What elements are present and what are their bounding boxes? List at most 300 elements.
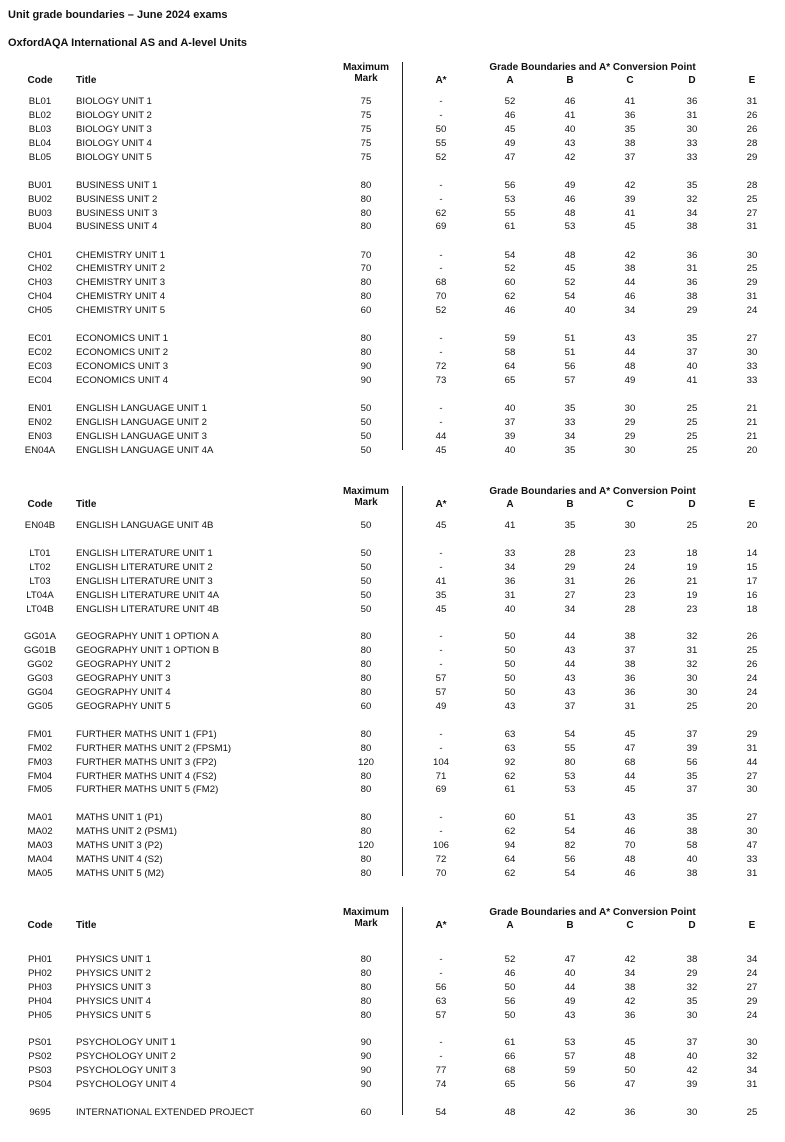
- table-cell-title: MATHS UNIT 5 (M2): [76, 867, 165, 879]
- table-cell-title: ECONOMICS UNIT 4: [76, 374, 169, 386]
- table-cell-max-mark: 80: [360, 193, 372, 205]
- table-cell-grade-b: 46: [564, 96, 576, 107]
- table-cell-grade-a: 40: [504, 603, 516, 615]
- table-cell-grade-b: 47: [564, 954, 576, 965]
- table-cell-title: CHEMISTRY UNIT 2: [76, 263, 166, 275]
- table-cell-grade-b: 53: [564, 1037, 576, 1049]
- table-cell-grade-a: 60: [504, 277, 516, 289]
- table-cell-grade-e: 25: [746, 193, 758, 205]
- table-cell-grade-b: 43: [564, 645, 576, 657]
- table-cell-grade-c: 48: [624, 1051, 636, 1063]
- table-cell-grade-c: 44: [624, 277, 636, 289]
- table-cell-grade-c: 47: [624, 1078, 636, 1090]
- table-cell-grade-c: 41: [624, 207, 636, 219]
- table-cell-grade-a: 53: [504, 193, 516, 205]
- table-cell-code: GG03: [27, 673, 53, 685]
- table-cell-max-mark: 75: [360, 96, 372, 107]
- table-cell-a-star: 50: [435, 123, 447, 135]
- table-cell-grade-c: 68: [624, 756, 636, 768]
- table-cell-code: CH01: [27, 249, 53, 261]
- max-mark-header: Mark: [354, 497, 378, 508]
- table-cell-grade-b: 56: [564, 1078, 576, 1090]
- table-cell-a-star: -: [439, 812, 443, 824]
- table-cell-grade-a: 63: [504, 728, 516, 740]
- table-cell-a-star: -: [439, 967, 443, 979]
- table-cell-grade-e: 28: [746, 179, 758, 191]
- table-cell-grade-a: 59: [504, 333, 516, 345]
- table-cell-code: CH04: [27, 291, 53, 303]
- table-cell-grade-c: 42: [624, 995, 636, 1007]
- table-cell-title: PHYSICS UNIT 5: [76, 1009, 151, 1021]
- table-cell-grade-b: 29: [564, 561, 576, 573]
- table-cell-grade-e: 25: [746, 1106, 758, 1118]
- table-cell-grade-a: 33: [504, 547, 516, 559]
- table-cell-max-mark: 80: [360, 954, 372, 965]
- table-cell-grade-d: 31: [686, 263, 698, 275]
- table-cell-max-mark: 50: [360, 430, 372, 442]
- grade-boundaries-header: Grade Boundaries and A* Conversion Point: [489, 62, 696, 73]
- table-cell-code: EN01: [28, 403, 52, 414]
- table-cell-grade-e: 26: [746, 631, 758, 643]
- table-cell-a-star: 71: [435, 770, 447, 782]
- table-cell-max-mark: 75: [360, 151, 372, 163]
- table-cell-grade-a: 52: [504, 96, 516, 107]
- table-cell-a-star: -: [439, 263, 443, 275]
- table-cell-grade-d: 58: [686, 840, 698, 852]
- table-cell-a-star: 69: [435, 784, 447, 796]
- table-cell-max-mark: 60: [360, 700, 372, 712]
- table-cell-grade-c: 37: [624, 645, 636, 657]
- table-cell-grade-e: 24: [746, 673, 758, 685]
- table-cell-grade-b: 42: [564, 151, 576, 163]
- table-cell-grade-d: 35: [686, 995, 698, 1007]
- table-cell-grade-d: 32: [686, 193, 698, 205]
- table-cell-grade-b: 53: [564, 770, 576, 782]
- table-cell-grade-c: 48: [624, 361, 636, 372]
- table-cell-code: EN02: [28, 416, 52, 428]
- table-cell-title: ENGLISH LANGUAGE UNIT 2: [76, 416, 207, 428]
- table-cell-grade-e: 27: [746, 812, 758, 824]
- grade-boundaries-header: Grade Boundaries and A* Conversion Point: [489, 486, 696, 497]
- table-cell-grade-d: 19: [686, 561, 698, 573]
- table-cell-grade-c: 47: [624, 742, 636, 754]
- table-cell-max-mark: 80: [360, 967, 372, 979]
- table-cell-a-star: 77: [435, 1065, 447, 1076]
- table-cell-title: PSYCHOLOGY UNIT 1: [76, 1037, 176, 1049]
- table-cell-grade-c: 38: [624, 263, 636, 275]
- table-cell-grade-d: 25: [686, 444, 698, 456]
- title-header: Title: [76, 75, 97, 86]
- table-cell-max-mark: 80: [360, 981, 372, 993]
- table-cell-grade-b: 35: [564, 403, 576, 414]
- table-cell-grade-d: 37: [686, 728, 698, 740]
- table-cell-max-mark: 80: [360, 687, 372, 698]
- table-cell-grade-a: 56: [504, 995, 516, 1007]
- table-cell-max-mark: 80: [360, 207, 372, 219]
- table-cell-grade-e: 31: [746, 742, 758, 754]
- table-cell-title: INTERNATIONAL EXTENDED PROJECT: [76, 1106, 255, 1118]
- a-star-header: A*: [435, 75, 447, 86]
- table-cell-grade-b: 42: [564, 1106, 576, 1118]
- table-cell-grade-e: 29: [746, 151, 758, 163]
- table-cell-grade-e: 33: [746, 361, 758, 372]
- table-cell-grade-c: 46: [624, 826, 636, 838]
- table-cell-grade-c: 23: [624, 547, 636, 559]
- table-cell-grade-d: 40: [686, 854, 698, 865]
- table-cell-grade-e: 26: [746, 109, 758, 121]
- table-cell-grade-e: 31: [746, 96, 758, 107]
- table-cell-a-star: -: [439, 347, 443, 359]
- table-cell-a-star: 57: [435, 1009, 447, 1021]
- table-cell-a-star: 57: [435, 673, 447, 685]
- table-cell-grade-a: 50: [504, 673, 516, 685]
- table-cell-grade-a: 64: [504, 361, 516, 372]
- table-cell-grade-b: 51: [564, 812, 576, 824]
- column-divider: [402, 62, 403, 450]
- table-cell-max-mark: 80: [360, 742, 372, 754]
- table-cell-code: PH01: [28, 954, 52, 965]
- table-cell-grade-a: 55: [504, 207, 516, 219]
- table-cell-max-mark: 90: [360, 1065, 372, 1076]
- table-cell-max-mark: 80: [360, 347, 372, 359]
- table-cell-title: BIOLOGY UNIT 1: [76, 96, 152, 107]
- table-cell-grade-b: 34: [564, 603, 576, 615]
- table-cell-grade-d: 35: [686, 770, 698, 782]
- table-cell-code: PH04: [28, 995, 52, 1007]
- table-cell-grade-a: 46: [504, 967, 516, 979]
- table-cell-grade-e: 34: [746, 954, 758, 965]
- table-cell-grade-b: 51: [564, 347, 576, 359]
- table-cell-grade-c: 35: [624, 123, 636, 135]
- table-cell-code: BL03: [28, 123, 52, 135]
- table-cell-grade-a: 52: [504, 954, 516, 965]
- table-cell-grade-e: 30: [746, 347, 758, 359]
- table-cell-code: EN04B: [24, 520, 56, 531]
- table-cell-grade-c: 26: [624, 575, 636, 587]
- table-cell-grade-b: 55: [564, 742, 576, 754]
- table-cell-code: MA01: [27, 812, 53, 824]
- max-mark-header: Mark: [354, 918, 378, 929]
- table-cell-grade-d: 19: [686, 589, 698, 601]
- table-cell-grade-d: 36: [686, 249, 698, 261]
- table-cell-grade-c: 28: [624, 603, 636, 615]
- table-cell-grade-b: 31: [564, 575, 576, 587]
- table-cell-a-star: -: [439, 561, 443, 573]
- table-cell-code: GG01A: [24, 631, 56, 643]
- table-cell-max-mark: 50: [360, 547, 372, 559]
- grade-a-header: A: [506, 499, 514, 510]
- table-cell-a-star: -: [439, 547, 443, 559]
- table-cell-max-mark: 80: [360, 645, 372, 657]
- table-cell-max-mark: 80: [360, 854, 372, 865]
- grade-c-header: C: [626, 75, 634, 86]
- grade-e-header: E: [748, 920, 756, 931]
- table-cell-grade-d: 38: [686, 291, 698, 303]
- table-cell-grade-d: 41: [686, 374, 698, 386]
- table-cell-grade-c: 45: [624, 1037, 636, 1049]
- table-cell-grade-b: 45: [564, 263, 576, 275]
- table-cell-grade-a: 45: [504, 123, 516, 135]
- table-cell-grade-d: 38: [686, 867, 698, 879]
- table-cell-title: PHYSICS UNIT 2: [76, 967, 151, 979]
- table-cell-title: ECONOMICS UNIT 1: [76, 333, 169, 345]
- table-cell-title: ENGLISH LANGUAGE UNIT 1: [76, 403, 207, 414]
- table-cell-grade-a: 50: [504, 981, 516, 993]
- table-cell-grade-a: 61: [504, 221, 516, 233]
- table-cell-max-mark: 50: [360, 575, 372, 587]
- table-cell-a-star: 35: [435, 589, 447, 601]
- table-cell-grade-b: 43: [564, 137, 576, 149]
- table-cell-grade-c: 44: [624, 770, 636, 782]
- table-cell-code: BU02: [28, 193, 52, 205]
- table-cell-title: GEOGRAPHY UNIT 5: [76, 700, 171, 712]
- table-cell-grade-c: 36: [624, 1106, 636, 1118]
- table-cell-title: ECONOMICS UNIT 3: [76, 361, 169, 372]
- table-cell-max-mark: 80: [360, 673, 372, 685]
- table-cell-title: GEOGRAPHY UNIT 2: [76, 659, 171, 671]
- table-cell-a-star: -: [439, 416, 443, 428]
- table-cell-grade-a: 46: [504, 109, 516, 121]
- table-cell-code: CH02: [27, 263, 53, 275]
- table-cell-grade-b: 40: [564, 967, 576, 979]
- table-cell-max-mark: 80: [360, 995, 372, 1007]
- grade-a-header: A: [506, 75, 514, 86]
- table-cell-grade-b: 56: [564, 854, 576, 865]
- table-cell-grade-e: 33: [746, 374, 758, 386]
- table-cell-grade-a: 39: [504, 430, 516, 442]
- table-cell-grade-e: 28: [746, 137, 758, 149]
- table-cell-grade-c: 30: [624, 520, 636, 531]
- table-cell-max-mark: 50: [360, 520, 372, 531]
- table-cell-grade-e: 27: [746, 981, 758, 993]
- table-cell-max-mark: 120: [357, 756, 374, 768]
- table-cell-grade-d: 31: [686, 109, 698, 121]
- table-cell-title: MATHS UNIT 3 (P2): [76, 840, 163, 852]
- grade-b-header: B: [566, 499, 574, 510]
- table-cell-grade-b: 54: [564, 728, 576, 740]
- table-cell-grade-a: 58: [504, 347, 516, 359]
- table-cell-code: GG01B: [24, 645, 56, 657]
- table-cell-title: FURTHER MATHS UNIT 1 (FP1): [76, 728, 217, 740]
- table-cell-title: PHYSICS UNIT 3: [76, 981, 151, 993]
- table-cell-grade-a: 54: [504, 249, 516, 261]
- table-cell-max-mark: 80: [360, 826, 372, 838]
- table-cell-grade-e: 27: [746, 333, 758, 345]
- table-cell-code: GG02: [27, 659, 53, 671]
- table-cell-grade-c: 36: [624, 673, 636, 685]
- table-cell-max-mark: 60: [360, 1106, 372, 1118]
- table-cell-max-mark: 80: [360, 1009, 372, 1021]
- table-cell-code: CH05: [27, 305, 53, 317]
- table-cell-grade-d: 29: [686, 967, 698, 979]
- table-cell-grade-b: 59: [564, 1065, 576, 1076]
- table-cell-grade-d: 39: [686, 742, 698, 754]
- table-cell-grade-c: 42: [624, 249, 636, 261]
- table-cell-max-mark: 70: [360, 263, 372, 275]
- table-cell-code: PH03: [28, 981, 52, 993]
- grade-c-header: C: [626, 499, 634, 510]
- table-cell-grade-b: 54: [564, 867, 576, 879]
- table-cell-title: FURTHER MATHS UNIT 2 (FPSM1): [76, 742, 232, 754]
- table-cell-grade-d: 29: [686, 305, 698, 317]
- table-cell-code: PS03: [28, 1065, 52, 1076]
- table-cell-grade-b: 82: [564, 840, 576, 852]
- table-cell-title: GEOGRAPHY UNIT 1 OPTION A: [76, 631, 219, 643]
- max-mark-header: Maximum: [342, 62, 390, 73]
- table-cell-a-star: -: [439, 1051, 443, 1063]
- table-cell-grade-c: 42: [624, 179, 636, 191]
- table-cell-a-star: 52: [435, 305, 447, 317]
- table-cell-grade-c: 30: [624, 403, 636, 414]
- table-cell-grade-a: 56: [504, 179, 516, 191]
- table-cell-grade-a: 62: [504, 867, 516, 879]
- table-cell-title: BIOLOGY UNIT 2: [76, 109, 152, 121]
- grade-d-header: D: [688, 499, 696, 510]
- table-cell-grade-b: 54: [564, 291, 576, 303]
- table-cell-code: GG05: [27, 700, 53, 712]
- table-cell-grade-a: 50: [504, 631, 516, 643]
- table-cell-grade-c: 44: [624, 347, 636, 359]
- table-cell-code: PS01: [28, 1037, 52, 1049]
- table-cell-a-star: 52: [435, 151, 447, 163]
- table-cell-grade-a: 65: [504, 374, 516, 386]
- table-cell-grade-c: 36: [624, 687, 636, 698]
- table-cell-a-star: 70: [435, 291, 447, 303]
- table-cell-grade-e: 25: [746, 645, 758, 657]
- table-cell-grade-b: 49: [564, 179, 576, 191]
- table-cell-grade-e: 27: [746, 207, 758, 219]
- table-cell-grade-c: 31: [624, 700, 636, 712]
- table-cell-grade-a: 61: [504, 784, 516, 796]
- table-cell-grade-b: 80: [564, 756, 576, 768]
- table-cell-grade-a: 62: [504, 291, 516, 303]
- table-cell-grade-a: 46: [504, 305, 516, 317]
- table-cell-max-mark: 90: [360, 1051, 372, 1063]
- table-cell-grade-b: 28: [564, 547, 576, 559]
- table-cell-a-star: 57: [435, 687, 447, 698]
- table-cell-grade-e: 31: [746, 1078, 758, 1090]
- table-cell-a-star: -: [439, 645, 443, 657]
- table-cell-grade-a: 64: [504, 854, 516, 865]
- table-cell-grade-b: 35: [564, 520, 576, 531]
- table-cell-a-star: -: [439, 333, 443, 345]
- table-cell-grade-e: 26: [746, 659, 758, 671]
- table-cell-max-mark: 90: [360, 374, 372, 386]
- table-cell-grade-d: 32: [686, 631, 698, 643]
- table-cell-code: FM02: [27, 742, 53, 754]
- table-cell-max-mark: 60: [360, 305, 372, 317]
- table-cell-title: BIOLOGY UNIT 3: [76, 123, 152, 135]
- table-cell-grade-b: 44: [564, 981, 576, 993]
- table-cell-title: PSYCHOLOGY UNIT 2: [76, 1051, 176, 1063]
- table-cell-grade-c: 24: [624, 561, 636, 573]
- table-cell-grade-c: 43: [624, 333, 636, 345]
- table-cell-grade-e: 34: [746, 1065, 758, 1076]
- table-cell-a-star: 70: [435, 867, 447, 879]
- title-header: Title: [76, 499, 97, 510]
- table-cell-grade-e: 29: [746, 995, 758, 1007]
- table-cell-max-mark: 80: [360, 277, 372, 289]
- table-cell-grade-d: 35: [686, 179, 698, 191]
- title-header: Title: [76, 920, 97, 931]
- table-cell-grade-a: 61: [504, 1037, 516, 1049]
- table-cell-grade-c: 49: [624, 374, 636, 386]
- table-cell-code: FM01: [27, 728, 53, 740]
- table-cell-grade-c: 38: [624, 981, 636, 993]
- table-cell-a-star: -: [439, 403, 443, 414]
- grade-d-header: D: [688, 75, 696, 86]
- table-cell-grade-d: 38: [686, 954, 698, 965]
- table-cell-grade-b: 51: [564, 333, 576, 345]
- table-cell-grade-c: 38: [624, 137, 636, 149]
- table-cell-grade-a: 92: [504, 756, 516, 768]
- table-cell-grade-d: 39: [686, 1078, 698, 1090]
- table-cell-title: ENGLISH LITERATURE UNIT 3: [76, 575, 213, 587]
- table-cell-grade-e: 21: [746, 416, 758, 428]
- table-cell-grade-a: 50: [504, 1009, 516, 1021]
- table-cell-max-mark: 75: [360, 123, 372, 135]
- table-cell-grade-d: 25: [686, 520, 698, 531]
- table-cell-max-mark: 80: [360, 659, 372, 671]
- table-cell-max-mark: 50: [360, 403, 372, 414]
- table-cell-max-mark: 50: [360, 603, 372, 615]
- table-cell-title: ENGLISH LANGUAGE UNIT 4A: [76, 444, 214, 456]
- table-cell-a-star: 69: [435, 221, 447, 233]
- code-header: Code: [27, 75, 53, 86]
- table-cell-max-mark: 50: [360, 589, 372, 601]
- table-cell-grade-e: 30: [746, 1037, 758, 1049]
- table-cell-grade-d: 30: [686, 687, 698, 698]
- table-cell-grade-d: 37: [686, 784, 698, 796]
- table-cell-grade-e: 29: [746, 277, 758, 289]
- table-cell-max-mark: 80: [360, 770, 372, 782]
- table-cell-grade-e: 31: [746, 867, 758, 879]
- table-cell-grade-e: 20: [746, 700, 758, 712]
- table-cell-grade-e: 31: [746, 291, 758, 303]
- table-cell-grade-a: 50: [504, 687, 516, 698]
- table-cell-grade-e: 25: [746, 263, 758, 275]
- table-cell-title: ENGLISH LITERATURE UNIT 4B: [76, 603, 220, 615]
- table-cell-max-mark: 90: [360, 1037, 372, 1049]
- table-cell-code: PH05: [28, 1009, 52, 1021]
- table-cell-grade-a: 63: [504, 742, 516, 754]
- table-cell-grade-e: 24: [746, 687, 758, 698]
- table-cell-grade-c: 38: [624, 659, 636, 671]
- table-cell-max-mark: 90: [360, 1078, 372, 1090]
- table-cell-title: BIOLOGY UNIT 4: [76, 137, 152, 149]
- table-cell-grade-e: 21: [746, 430, 758, 442]
- table-cell-grade-a: 62: [504, 826, 516, 838]
- table-cell-title: BUSINESS UNIT 3: [76, 207, 158, 219]
- table-cell-grade-a: 40: [504, 444, 516, 456]
- table-cell-grade-c: 23: [624, 589, 636, 601]
- table-cell-a-star: -: [439, 249, 443, 261]
- table-cell-code: BL05: [28, 151, 52, 163]
- table-cell-a-star: 45: [435, 520, 447, 531]
- grade-e-header: E: [748, 499, 756, 510]
- table-cell-title: PHYSICS UNIT 4: [76, 995, 151, 1007]
- table-cell-grade-b: 43: [564, 1009, 576, 1021]
- table-cell-max-mark: 120: [357, 840, 374, 852]
- table-cell-grade-c: 39: [624, 193, 636, 205]
- table-cell-grade-e: 18: [746, 603, 758, 615]
- table-cell-grade-d: 25: [686, 403, 698, 414]
- table-cell-max-mark: 80: [360, 291, 372, 303]
- table-cell-title: MATHS UNIT 4 (S2): [76, 854, 163, 865]
- table-cell-grade-b: 46: [564, 193, 576, 205]
- table-cell-title: FURTHER MATHS UNIT 5 (FM2): [76, 784, 219, 796]
- table-cell-grade-b: 27: [564, 589, 576, 601]
